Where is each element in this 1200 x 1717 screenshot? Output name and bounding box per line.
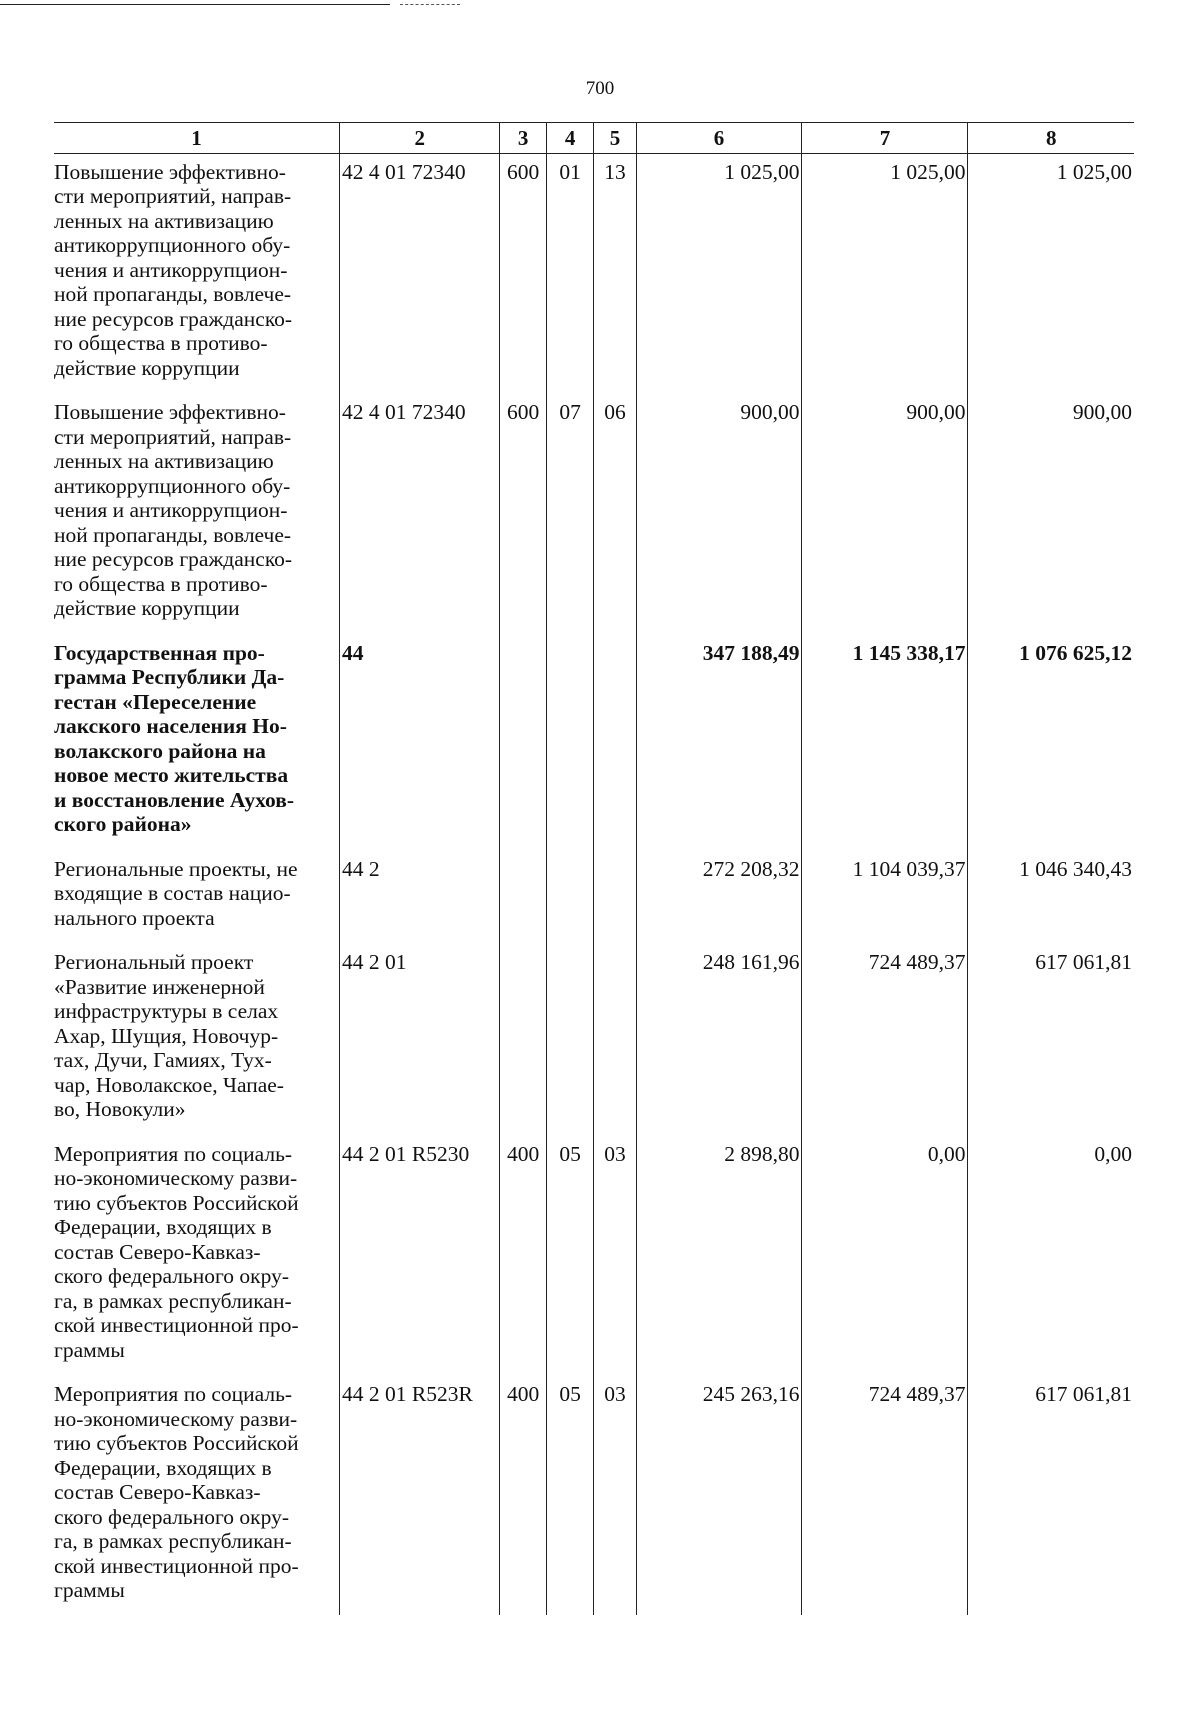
row-code: 44 2 01 R5230 (339, 1134, 499, 1375)
row-col-3: 600 (500, 153, 546, 392)
row-col-3: 400 (500, 1134, 546, 1375)
table-row (54, 1134, 1134, 1375)
header-col-5: 5 (594, 123, 636, 154)
table-row (54, 942, 1134, 1134)
page-number: 700 (585, 78, 615, 99)
row-name: Мероприятия по социаль- но-экономическому разви- тию субъектов Российской Федерации, входящих в состав Северо-Кавказ- ского федерального окру- га, в рамках республикан- ской инвестиционной про- граммы (54, 1134, 339, 1375)
header-col-2: 2 (339, 123, 499, 154)
header-col-4: 4 (546, 123, 594, 154)
table-header-row (54, 123, 1134, 154)
row-col-5 (594, 942, 636, 1134)
row-col-3 (500, 942, 546, 1134)
row-col-3: 600 (500, 392, 546, 633)
row-col-3 (500, 849, 546, 943)
table-row-program (54, 633, 1134, 849)
row-value-6: 272 208,32 (636, 849, 802, 943)
row-value-8: 617 061,81 (968, 942, 1134, 1134)
row-value-6: 1 025,00 (636, 153, 802, 392)
header-col-1: 1 (54, 123, 339, 154)
row-col-4 (546, 942, 594, 1134)
row-value-7: 1 104 039,37 (802, 849, 968, 943)
row-col-4: 05 (546, 1134, 594, 1375)
table-row (54, 392, 1134, 633)
table-row (54, 849, 1134, 943)
row-value-8: 1 025,00 (968, 153, 1134, 392)
row-code: 42 4 01 72340 (339, 153, 499, 392)
row-value-7: 0,00 (802, 1134, 968, 1375)
row-col-4 (546, 849, 594, 943)
row-name: Государственная про- грамма Республики Да- гестан «Переселение лакского населения Но- волакского района на новое место жительства и восстановление Аухов- ского района» (54, 633, 339, 849)
row-col-5: 03 (594, 1374, 636, 1615)
header-col-8: 8 (968, 123, 1134, 154)
row-col-4: 07 (546, 392, 594, 633)
row-name: Повышение эффективно- сти мероприятий, направ- ленных на активизацию антикоррупционного обу- чения и антикоррупцион- ной пропаганды, вовлече- ние ресурсов гражданско- го общества в противо- действие коррупции (54, 392, 339, 633)
table-row (54, 153, 1134, 392)
row-name: Повышение эффективно- сти мероприятий, направ- ленных на активизацию антикоррупционного обу- чения и антикоррупцион- ной пропаганды, вовлече- ние ресурсов гражданско- го общества в противо- действие коррупции (54, 153, 339, 392)
row-name: Региональный проект «Развитие инженерной инфраструктуры в селах Ахар, Шущия, Новочур- тах, Дучи, Гамиях, Тух- чар, Новолакское, Чапае- во, Новокули» (54, 942, 339, 1134)
row-value-8: 900,00 (968, 392, 1134, 633)
row-col-4 (546, 633, 594, 849)
header-col-6: 6 (636, 123, 802, 154)
row-col-3: 400 (500, 1374, 546, 1615)
row-value-8: 1 076 625,12 (968, 633, 1134, 849)
row-value-7: 1 025,00 (802, 153, 968, 392)
row-value-6: 248 161,96 (636, 942, 802, 1134)
row-name: Мероприятия по социаль- но-экономическому разви- тию субъектов Российской Федерации, входящих в состав Северо-Кавказ- ского федерального окру- га, в рамках республикан- ской инвестиционной про- граммы (54, 1374, 339, 1615)
row-value-7: 724 489,37 (802, 1374, 968, 1615)
budget-table (54, 122, 1134, 1615)
row-value-7: 1 145 338,17 (802, 633, 968, 849)
row-code: 42 4 01 72340 (339, 392, 499, 633)
row-col-4: 01 (546, 153, 594, 392)
row-col-5: 06 (594, 392, 636, 633)
row-col-5: 03 (594, 1134, 636, 1375)
row-code: 44 2 (339, 849, 499, 943)
row-value-7: 900,00 (802, 392, 968, 633)
top-rule (0, 4, 390, 5)
row-value-6: 900,00 (636, 392, 802, 633)
row-col-5 (594, 849, 636, 943)
row-value-6: 245 263,16 (636, 1374, 802, 1615)
row-code: 44 (339, 633, 499, 849)
row-col-3 (500, 633, 546, 849)
row-value-8: 617 061,81 (968, 1374, 1134, 1615)
row-col-5: 13 (594, 153, 636, 392)
table-row (54, 1374, 1134, 1615)
row-name: Региональные проекты, не входящие в состав нацио- нального проекта (54, 849, 339, 943)
row-value-8: 0,00 (968, 1134, 1134, 1375)
row-code: 44 2 01 R523R (339, 1374, 499, 1615)
row-value-7: 724 489,37 (802, 942, 968, 1134)
row-value-8: 1 046 340,43 (968, 849, 1134, 943)
header-col-7: 7 (802, 123, 968, 154)
row-col-5 (594, 633, 636, 849)
row-value-6: 2 898,80 (636, 1134, 802, 1375)
row-value-6: 347 188,49 (636, 633, 802, 849)
header-col-3: 3 (500, 123, 546, 154)
row-col-4: 05 (546, 1374, 594, 1615)
top-rule-dashed (400, 4, 460, 5)
row-code: 44 2 01 (339, 942, 499, 1134)
